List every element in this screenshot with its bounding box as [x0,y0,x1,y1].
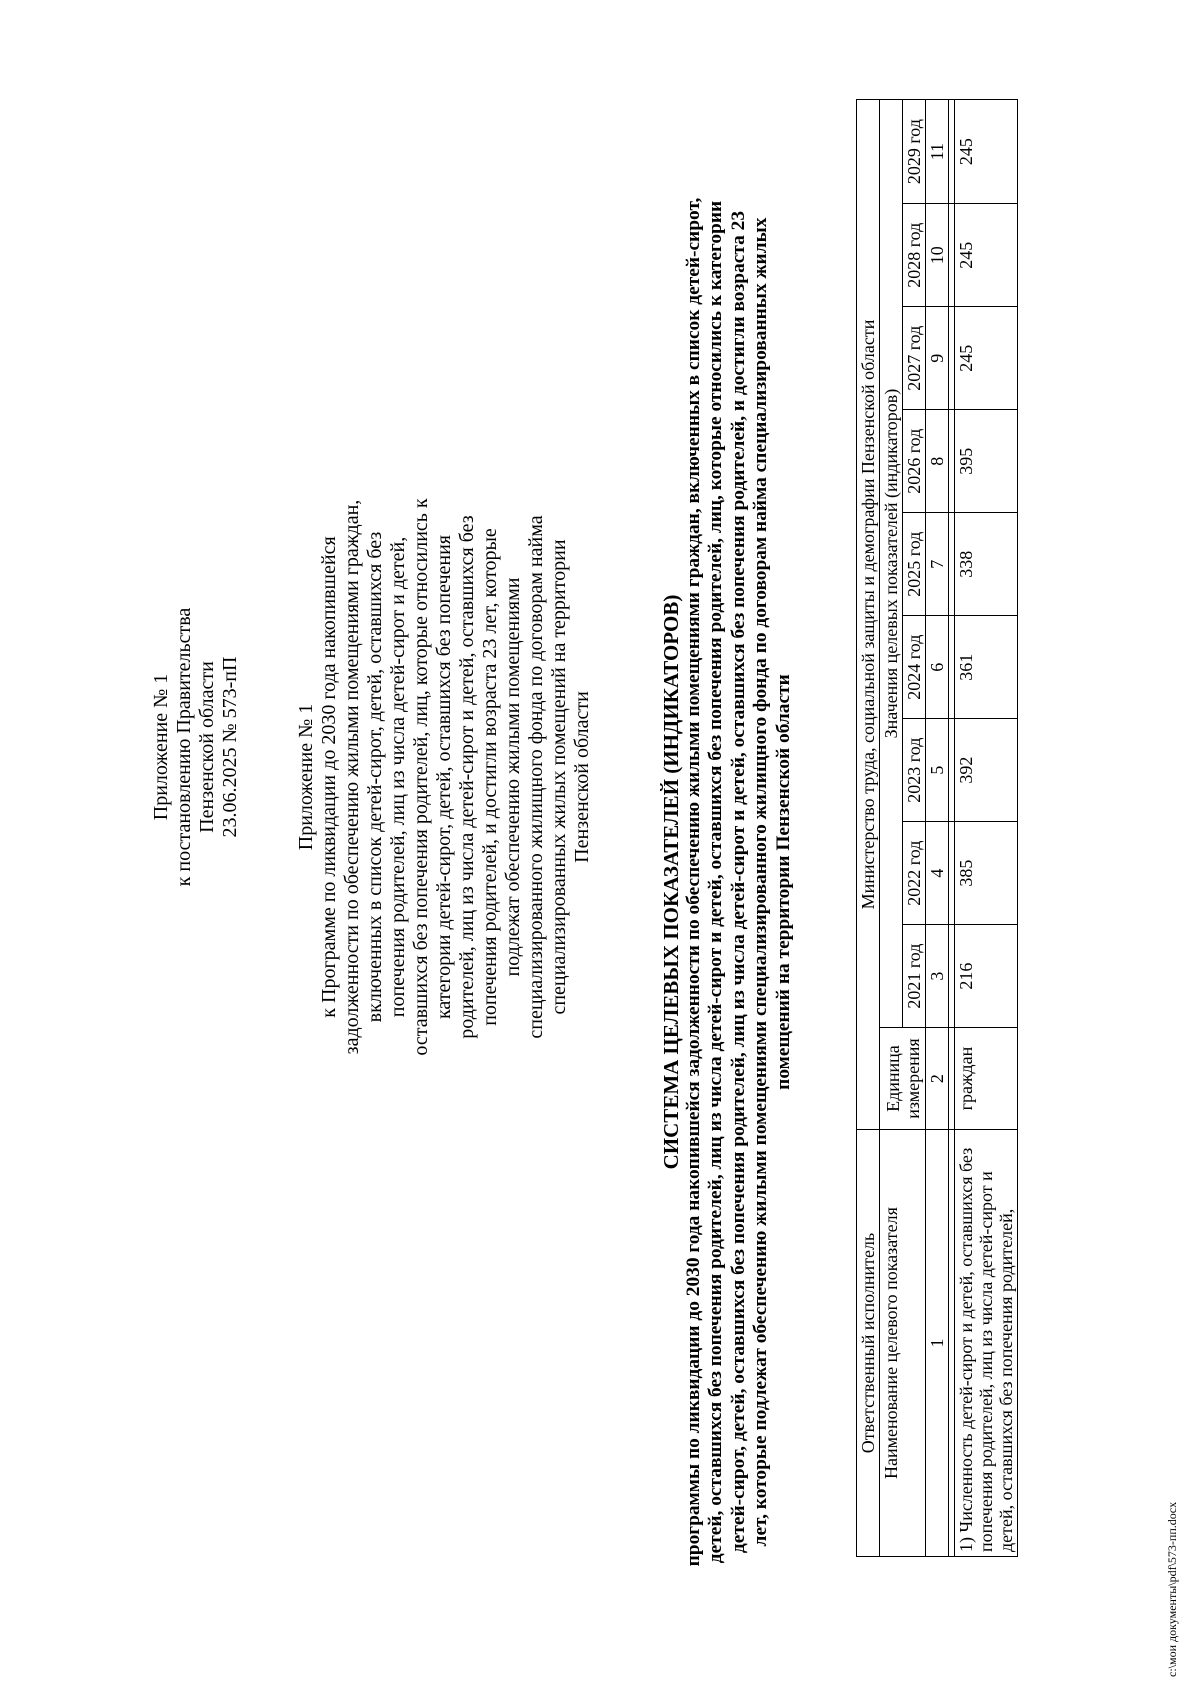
heading-subtitle: программы по ликвидации до 2030 года накопившейся задолженности по обеспечению жилыми помещениями граждан, включенных в список детей-сирот, детей, оставшихся без попечения родителей, лиц из числа детей-сирот и детей, оставшихся без попечения родителей, лиц, которые относились к категории детей-сирот, детей, оставшихся без попечения родителей, лиц из числа детей-сирот и детей, оставшихся без попечения родителей, и достигли возраста 23 лет, которые подлежат обеспечению жилыми помещениями специализированного жилищного фонда по договорам найма специализированных жилых помещений на территории Пензенской области [682,197,794,1567]
indicators-table [856,99,1018,1557]
year-header: 2025 год [903,513,926,616]
executor-label: Ответственный исполнитель [857,1130,880,1557]
column-number: 11 [926,100,949,204]
heading-title: СИСТЕМА ЦЕЛЕВЫХ ПОКАЗАТЕЛЕЙ (ИНДИКАТОРОВ) [659,594,683,1170]
year-header: 2022 год [903,822,926,925]
table-row [955,100,1018,1557]
unit-header: Единица измерения [880,1028,926,1130]
year-header: 2027 год [903,307,926,410]
indicator-value: 245 [955,100,1018,204]
column-number: 5 [926,719,949,822]
indicator-value: 395 [955,410,1018,513]
indicator-value: 385 [955,822,1018,925]
indicator-value: 392 [955,719,1018,822]
column-number: 4 [926,822,949,925]
indicator-value: 245 [955,204,1018,307]
column-number: 3 [926,925,949,1028]
indicator-unit: граждан [955,1028,1018,1130]
indicator-name: 1) Численность детей-сирот и детей, оставшихся без попечения родителей, лиц из числа детей-сирот и детей, оставшихся без попечения родителей, [955,1130,1018,1557]
document-heading [660,197,795,1567]
program-attachment-title: Приложение № 1 [295,703,317,851]
year-header: 2029 год [903,100,926,204]
year-header: 2021 год [903,925,926,1028]
indicator-value: 216 [955,925,1018,1028]
column-number: 1 [926,1130,949,1557]
column-number: 9 [926,307,949,410]
program-attachment-text: к Программе по ликвидации до 2030 года накопившейся задолженности по обеспечению жилыми помещениями граждан, включенных в список детей-сирот, детей, оставшихся без попечения родителей, лиц из числа детей-сирот и детей, оставшихся без попечения родителей, лиц, которые относились к категории детей-сирот, детей, оставшихся без попечения родителей, лиц из числа детей-сирот и детей, оставшихся без попечения родителей, и достигли возраста 23 лет, которые подлежат обеспечению жилыми помещениями специализированного жилищного фонда по договорам найма специализированных жилых помещений на территории Пензенской области [318,498,593,1056]
file-path-footer: c:\мои документы\pdf\573-пп.docx [1165,1501,1179,1677]
indicator-value: 245 [955,307,1018,410]
attachment-header [150,497,242,997]
attachment-date-number: 23.06.2025 № 573-пП [219,656,241,838]
attachment-region-line: Пензенской области [196,661,218,833]
column-number: 8 [926,410,949,513]
column-number: 10 [926,204,949,307]
indicator-value: 361 [955,616,1018,719]
indicator-value: 338 [955,513,1018,616]
year-header: 2024 год [903,616,926,719]
header-row [880,100,903,1557]
year-header: 2023 год [903,719,926,822]
executor-row [857,100,880,1557]
executor-value: Министерство труда, социальной защиты и демографии Пензенской области [857,100,880,1130]
values-header: Значения целевых показателей (индикаторов) [880,100,903,1028]
column-number: 6 [926,616,949,719]
column-number: 2 [926,1028,949,1130]
attachment-number: Приложение № 1 [150,673,172,821]
year-header: 2028 год [903,204,926,307]
program-attachment [295,497,594,1057]
attachment-resolution-line: к постановлению Правительства [173,607,195,887]
column-number-row [926,100,949,1557]
column-number: 7 [926,513,949,616]
year-header: 2026 год [903,410,926,513]
indicator-name-header: Наименование целевого показателя [880,1130,926,1557]
